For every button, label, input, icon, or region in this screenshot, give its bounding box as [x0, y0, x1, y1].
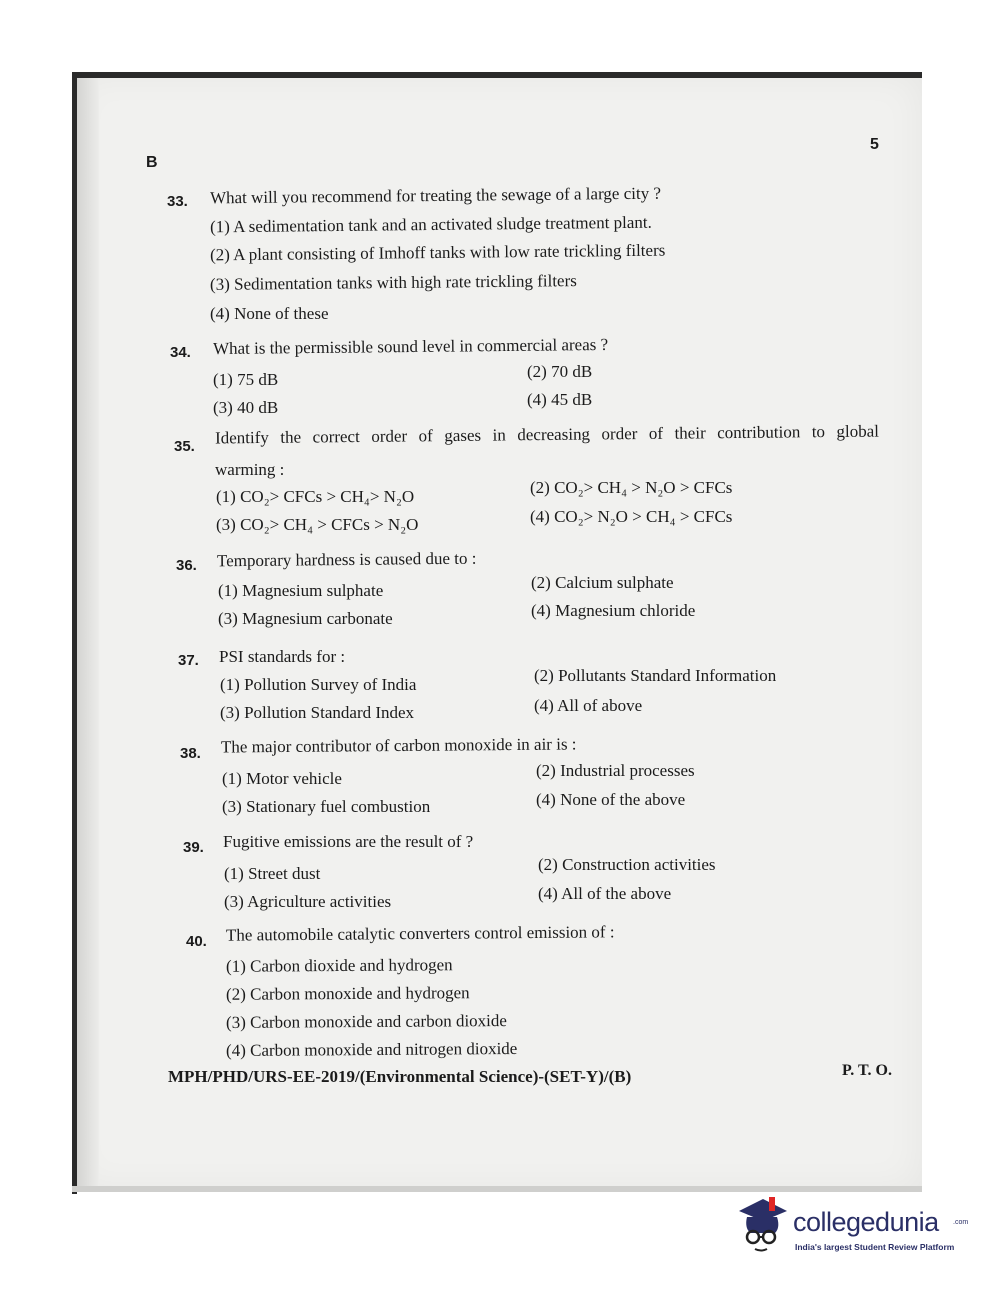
question-text: The automobile catalytic converters control emission of :: [225, 922, 615, 945]
option-1: (1) CO₂> CFCs > CH₄> N₂O: [216, 487, 415, 506]
option-4: (4) Carbon monoxide and nitrogen dioxide: [225, 1038, 518, 1061]
brand-name: collegedunia: [793, 1207, 939, 1237]
paper-code-footer: MPH/PHD/URS-EE-2019/(Environmental Science)-(SET-Y)/(B): [168, 1067, 632, 1086]
option-4: (4) All of the above: [538, 884, 672, 903]
option-1: (1) 75 dB: [213, 370, 279, 389]
option-1: (1) Carbon dioxide and hydrogen: [225, 955, 453, 976]
question-number: 35.: [174, 438, 195, 455]
option-4: (4) None of these: [210, 304, 329, 323]
option-3: (3) Magnesium carbonate: [218, 609, 393, 628]
option-3: (3) Sedimentation tanks with high rate trickling filters: [209, 271, 577, 294]
option-1: (1) Motor vehicle: [222, 769, 342, 788]
option-1: (1) A sedimentation tank and an activated sludge treatment plant.: [209, 212, 652, 237]
option-2: (2) CO₂> CH₄ > N₂O > CFCs: [530, 478, 733, 497]
option-3: (3) Agriculture activities: [224, 892, 392, 911]
question-text: Fugitive emissions are the result of ?: [223, 832, 474, 851]
option-1: (1) Magnesium sulphate: [218, 581, 384, 600]
option-3: (3) 40 dB: [213, 398, 279, 417]
option-3: (3) Pollution Standard Index: [220, 703, 415, 722]
option-4: (4) CO₂> N₂O > CH₄ > CFCs: [530, 507, 733, 526]
question-text: What is the permissible sound level in commercial areas ?: [212, 334, 609, 359]
question-text: Temporary hardness is caused due to :: [216, 548, 477, 571]
question-number: 38.: [180, 745, 201, 762]
option-1: (1) Street dust: [224, 864, 321, 883]
question-text: The major contributor of carbon monoxide in air is :: [220, 734, 577, 757]
question-number: 39.: [183, 839, 204, 856]
question-text-line-1: Identify the correct order of gases in decreasing order of their contribution to global: [214, 421, 880, 448]
please-turn-over: P. T. O.: [842, 1062, 892, 1079]
option-3: (3) CO₂> CH₄ > CFCs > N₂O: [216, 515, 419, 534]
option-4: (4) 45 dB: [527, 390, 593, 409]
question-number: 34.: [170, 344, 191, 361]
option-2: (2) 70 dB: [527, 362, 593, 381]
graduate-mascot-icon: [735, 1195, 791, 1255]
question-text: What will you recommend for treating the sewage of a large city ?: [209, 183, 662, 208]
question-number: 37.: [178, 652, 199, 669]
collegedunia-watermark: [735, 1195, 969, 1265]
option-3: (3) Stationary fuel combustion: [222, 797, 431, 816]
question-text-line-2: warming :: [215, 460, 285, 479]
option-2: (2) Carbon monoxide and hydrogen: [225, 983, 470, 1004]
option-2: (2) Pollutants Standard Information: [534, 666, 777, 685]
brand-tagline: India's largest Student Review Platform: [795, 1242, 955, 1252]
brand-suffix: .com: [953, 1219, 969, 1226]
option-4: (4) None of the above: [536, 790, 686, 809]
option-2: (2) Construction activities: [538, 855, 716, 874]
option-4: (4) Magnesium chloride: [531, 601, 696, 620]
option-2: (2) A plant consisting of Imhoff tanks with low rate trickling filters: [209, 240, 666, 265]
option-4: (4) All of above: [534, 696, 643, 715]
question-number: 40.: [186, 933, 207, 950]
question-text: PSI standards for :: [219, 647, 346, 666]
section-letter: B: [146, 154, 158, 171]
option-3: (3) Carbon monoxide and carbon dioxide: [225, 1011, 507, 1032]
page-number: 5: [870, 136, 879, 153]
option-1: (1) Pollution Survey of India: [220, 675, 417, 694]
option-2: (2) Calcium sulphate: [531, 573, 674, 592]
question-number: 33.: [167, 193, 188, 210]
option-2: (2) Industrial processes: [536, 761, 695, 780]
question-number: 36.: [176, 557, 197, 574]
